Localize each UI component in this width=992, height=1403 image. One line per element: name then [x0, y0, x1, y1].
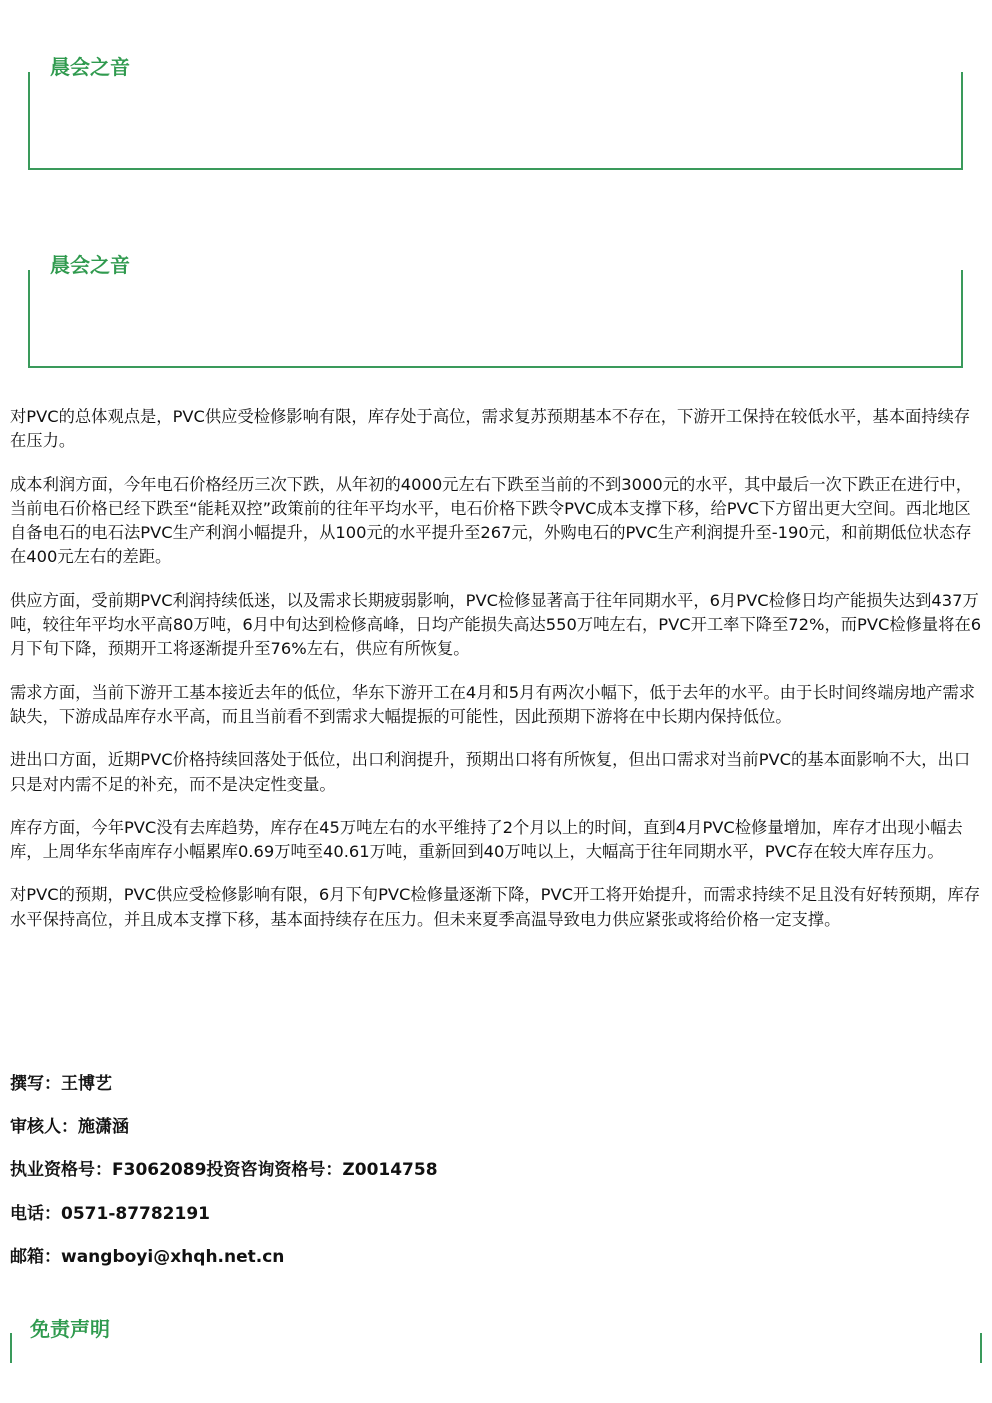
- reviewer-line: 审核人：施潇涵: [10, 1117, 129, 1137]
- section-title-morning-voice-2: 晨会之音: [50, 253, 130, 277]
- paragraph-import-export: 进出口方面，近期PVC价格持续回落处于低位，出口利润提升，预期出口将有所恢复，但出口需求对当前PVC的基本面影响不大，出口只是对内需不足的补充，而不是决定性变量。: [10, 750, 971, 794]
- paragraph-supply: 供应方面，受前期PVC利润持续低迷，以及需求长期疲弱影响，PVC检修显著高于往年同期水平，6月PVC检修日均产能损失达到437万吨，较往年平均水平高80万吨，6月中旬达到检修高峰，日均产能损失高达550万吨左右，PVC开工率下降至72%，而PVC检修量将在6月下旬下降，预期开工将逐渐提升至76%左右，供应有所恢复。: [10, 590, 982, 659]
- morning-voice-box-2: [28, 270, 963, 368]
- morning-voice-box-1: [28, 72, 963, 170]
- paragraph-overview: 对PVC的总体观点是，PVC供应受检修影响有限，库存处于高位，需求复苏预期基本不存在，下游开工保持在较低水平，基本面持续存在压力。: [10, 407, 971, 451]
- phone-line: 电话：0571-87782191: [10, 1204, 210, 1224]
- paragraph-outlook: 对PVC的预期，PVC供应受检修影响有限，6月下旬PVC检修量逐渐下降，PVC开工将开始提升，而需求持续不足且没有好转预期，库存水平保持高位，并且成本支撑下移，基本面持续存在压力。但未来夏季高温导致电力供应紧张或将给价格一定支撑。: [10, 885, 981, 929]
- qualification-line: 执业资格号：F3062089投资咨询资格号：Z0014758: [10, 1160, 438, 1180]
- paragraph-cost-profit: 成本利润方面，今年电石价格经历三次下跌，从年初的4000元左右下跌至当前的不到3000元的水平，其中最后一次下跌正在进行中，当前电石价格已经下跌至“能耗双控”政策前的往年平均水平，电石价格下跌令PVC成本支撑下移，给PVC下方留出更大空间。西北地区自备电石的电石法PVC生产利润小幅提升，从100元的水平提升至267元，外购电石的PVC生产利润提升至-190元，和前期低位状态存在400元左右的差距。: [10, 474, 973, 567]
- email-line: 邮箱：wangboyi@xhqh.net.cn: [10, 1247, 285, 1267]
- paragraph-demand: 需求方面，当前下游开工基本接近去年的低位，华东下游开工在4月和5月有两次小幅下，低于去年的水平。由于长时间终端房地产需求缺失，下游成品库存水平高，而且当前看不到需求大幅提振的可能性，因此预期下游将在中长期内保持低位。: [10, 682, 976, 726]
- paragraph-inventory: 库存方面，今年PVC没有去库趋势，库存在45万吨左右的水平维持了2个月以上的时间，直到4月PVC检修量增加，库存才出现小幅去库，上周华东华南库存小幅累库0.69万吨至40.61万吨，重新回到40万吨以上，大幅高于往年同期水平，PVC存在较大库存压力。: [10, 817, 963, 862]
- disclaimer-border-right: [980, 1333, 982, 1363]
- disclaimer-title: 免责声明: [30, 1317, 110, 1341]
- article-body: [10, 405, 982, 951]
- section-title-morning-voice-1: 晨会之音: [50, 55, 130, 79]
- disclaimer-border-left: [10, 1333, 12, 1363]
- author-line: 撰写：王博艺: [10, 1074, 112, 1094]
